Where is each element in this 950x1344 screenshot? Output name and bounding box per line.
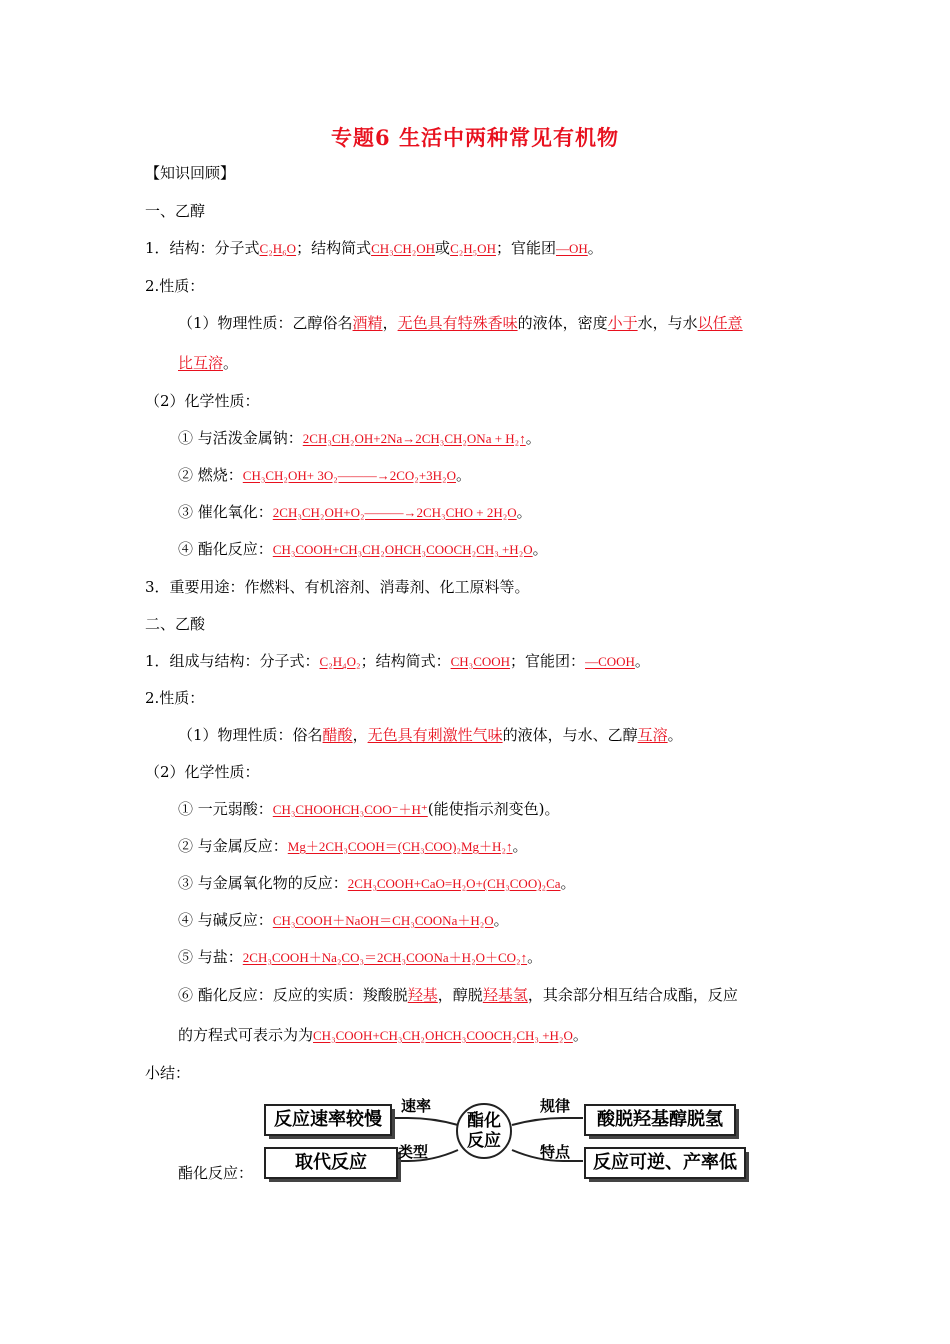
center-node: 酯化 反应	[456, 1103, 512, 1159]
acetic-reaction-1: ① 一元弱酸：CH₃CHOOHCH₃COO⁻＋H⁺(能使指示剂变色)。	[178, 800, 560, 818]
ethanol-heading: 一、乙醇	[145, 202, 206, 220]
equation: Mg＋2CH₃COOH＝(CH₃COO)₂Mg＋H₂↑	[287, 839, 513, 854]
answer-blank: —OH	[555, 241, 588, 256]
connector-rate	[388, 1118, 458, 1125]
ethanol-props-heading: 2.性质：	[145, 277, 205, 295]
equation: CH₃CHOOHCH₃COO⁻＋H⁺	[272, 802, 428, 817]
equation: 2CH₃CH₂OH+2Na→2CH₃CH₂ONa + H₂↑	[302, 431, 526, 446]
answer-blank: 比互溶	[178, 354, 224, 372]
acetic-heading: 二、乙酸	[145, 615, 206, 633]
ethanol-reaction-1: ① 与活泼金属钠：2CH₃CH₂OH+2Na→2CH₃CH₂ONa + H₂↑。	[178, 429, 541, 447]
section-header: 【知识回顾】	[145, 164, 236, 182]
equation: CH₃COOH+CH₃CH₂OHCH₃COOCH₂CH₃ +H₂O	[313, 1028, 573, 1043]
answer-blank: CH₃CH₂OH	[371, 241, 436, 256]
equation: 2CH₃CH₂OH+O₂———→2CH₃CHO + 2H₂O	[272, 505, 517, 520]
ethanol-reaction-2: ② 燃烧：CH₃CH₂OH+ 3O₂———→2CO₂+3H₂O。	[178, 466, 471, 484]
equation: CH₃CH₂OH+ 3O₂———→2CO₂+3H₂O	[242, 468, 456, 483]
summary-label: 酯化反应：	[178, 1164, 254, 1182]
answer-blank: 羟基	[407, 986, 438, 1004]
box-feature: 反应可逆、产率低	[584, 1147, 746, 1179]
acetic-reaction-4: ④ 与碱反应：CH₃COOH＋NaOH＝CH₃COONa＋H₂O。	[178, 911, 509, 929]
box-rate-slow: 反应速率较慢	[264, 1104, 392, 1136]
answer-blank: C₂H₆O	[259, 241, 297, 256]
answer-blank: CH₃COOH	[450, 654, 511, 669]
box-substitution: 取代反应	[264, 1147, 398, 1179]
label-rate: 速率	[401, 1097, 432, 1115]
answer-blank: 互溶	[637, 726, 668, 744]
acetic-reaction-3: ③ 与金属氧化物的反应：2CH₃COOH+CaO=H₂O+(CH₃COO)₂Ca。	[178, 874, 576, 892]
ethanol-physical: （1）物理性质：乙醇俗名酒精，无色具有特殊香味的液体，密度小于水，与水以任意	[178, 314, 743, 332]
ethanol-structure: 1．结构：分子式C₂H₆O；结构简式CH₃CH₂OH或C₂H₅OH；官能团—OH。	[145, 239, 603, 257]
acetic-esterification-cont: 的方程式可表示为为CH₃COOH+CH₃CH₂OHCH₃COOCH₂CH₃ +H₂O。	[178, 1026, 588, 1044]
connector-rule	[512, 1118, 583, 1125]
answer-blank: 无色具有刺激性气味	[367, 726, 503, 744]
label-type: 类型	[398, 1143, 429, 1161]
esterification-diagram	[258, 1095, 758, 1185]
ethanol-chemical-heading: （2）化学性质：	[145, 392, 260, 410]
equation: 2CH₃COOH+CaO=H₂O+(CH₃COO)₂Ca	[347, 876, 561, 891]
acetic-reaction-2: ② 与金属反应：Mg＋2CH₃COOH＝(CH₃COO)₂Mg＋H₂↑。	[178, 837, 528, 855]
acetic-esterification: ⑥ 酯化反应：反应的实质：羧酸脱羟基，醇脱羟基氢，其余部分相互结合成酯，反应	[178, 986, 738, 1004]
answer-blank: 羟基氢	[482, 986, 528, 1004]
answer-blank: 以任意	[697, 314, 743, 332]
answer-blank: 无色具有特殊香味	[397, 314, 518, 332]
label-rule: 规律	[540, 1097, 571, 1115]
answer-blank: 醋酸	[322, 726, 353, 744]
acetic-chemical-heading: （2）化学性质：	[145, 763, 260, 781]
acetic-reaction-5: ⑤ 与盐：2CH₃COOH＋Na₂CO₃＝2CH₃COONa＋H₂O＋CO₂↑。	[178, 948, 543, 966]
ethanol-reaction-4: ④ 酯化反应：CH₃COOH+CH₃CH₂OHCH₃COOCH₂CH₃ +H₂O。	[178, 540, 548, 558]
equation: CH₃COOH+CH₃CH₂OHCH₃COOCH₂CH₃ +H₂O	[272, 542, 533, 557]
ethanol-uses: 3．重要用途：作燃料、有机溶剂、消毒剂、化工原料等。	[145, 578, 530, 596]
acetic-physical: （1）物理性质：俗名醋酸，无色具有刺激性气味的液体，与水、乙醇互溶。	[178, 726, 683, 744]
answer-blank: 小于	[607, 314, 638, 332]
answer-blank: C₂H₄O₂	[319, 654, 361, 669]
acetic-structure: 1．组成与结构：分子式：C₂H₄O₂；结构简式：CH₃COOH；官能团：—COOH。	[145, 652, 650, 670]
summary-heading: 小结：	[145, 1064, 191, 1082]
acetic-props-heading: 2.性质：	[145, 689, 205, 707]
page-title: 专题6 生活中两种常见有机物	[331, 125, 619, 150]
answer-blank: C₂H₅OH	[450, 241, 496, 256]
ethanol-reaction-3: ③ 催化氧化：2CH₃CH₂OH+O₂———→2CH₃CHO + 2H₂O。	[178, 503, 532, 521]
equation: CH₃COOH＋NaOH＝CH₃COONa＋H₂O	[272, 913, 494, 928]
box-rule: 酸脱羟基醇脱氢	[584, 1104, 736, 1136]
ethanol-physical-cont: 比互溶。	[178, 354, 239, 372]
answer-blank: 酒精	[352, 314, 383, 332]
answer-blank: —COOH	[585, 654, 635, 669]
equation: 2CH₃COOH＋Na₂CO₃＝2CH₃COONa＋H₂O＋CO₂↑	[242, 950, 528, 965]
label-feature: 特点	[540, 1143, 571, 1161]
